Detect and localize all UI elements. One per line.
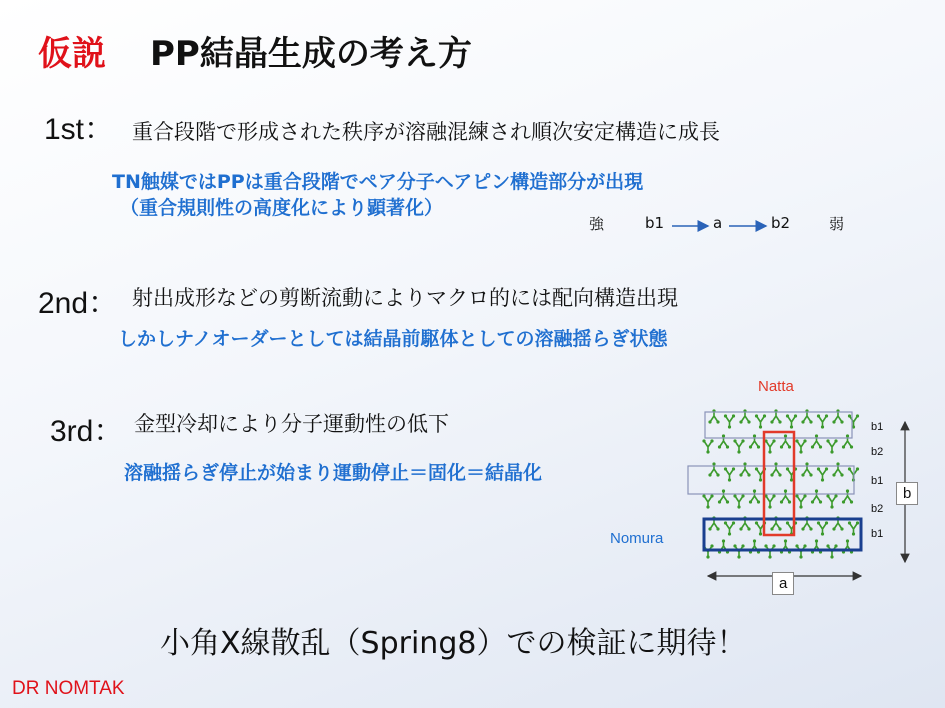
molecule-unit [724, 521, 735, 535]
molecule-unit [770, 462, 781, 476]
molecule-unit [718, 434, 729, 448]
axis-a-label: a [772, 572, 794, 595]
molecule-unit [739, 462, 750, 476]
page-title: PP結晶生成の考え方 [150, 34, 472, 74]
molecule-unit [702, 439, 713, 453]
molecule-unit [780, 489, 791, 503]
molecule-unit [817, 414, 828, 428]
step-3rd-text: 金型冷却により分子運動性の低下 [134, 412, 449, 436]
molecule-unit [755, 414, 766, 428]
molecule-unit [842, 489, 853, 503]
molecule-unit [749, 489, 760, 503]
molecule-unit [826, 439, 837, 453]
molecule-unit [724, 467, 735, 481]
molecule-unit [795, 439, 806, 453]
molecule-unit [817, 467, 828, 481]
nomura-label: Nomura [610, 530, 664, 547]
molecule-unit [811, 489, 822, 503]
label-strong: 強 [589, 215, 605, 233]
note-3rd: 溶融揺らぎ停止が始まり運動停止＝固化＝結晶化 [124, 462, 543, 484]
step-2nd-text: 射出成形などの剪断流動によりマクロ的には配向構造出現 [132, 286, 678, 310]
row-label-b1-3: b1 [871, 528, 884, 540]
molecule-unit [764, 439, 775, 453]
molecule-unit [817, 521, 828, 535]
step-3rd-label: 3rd： [50, 415, 124, 448]
title-hypothesis: 仮説 [38, 34, 106, 74]
molecule-unit [811, 434, 822, 448]
row-label-b2-1: b2 [871, 446, 884, 458]
molecule-unit [780, 434, 791, 448]
label-seq-b2: b2 [771, 214, 791, 232]
label-seq-b1: b1 [645, 214, 665, 232]
footer-author: DR NOMTAK [12, 678, 125, 699]
molecule-unit [724, 414, 735, 428]
molecule-unit [786, 467, 797, 481]
label-weak: 弱 [829, 215, 845, 233]
molecule-unit [826, 494, 837, 508]
molecule-unit [702, 494, 713, 508]
note-2nd: しかしナノオーダーとしては結晶前駆体としての溶融揺らぎ状態 [118, 328, 668, 350]
molecule-unit [749, 434, 760, 448]
note-1st-a: TN触媒ではPPは重合段階でペア分子ヘアピン構造部分が出現 [112, 171, 644, 193]
natta-label: Natta [758, 378, 794, 395]
step-1st-label: 1st： [44, 113, 115, 146]
molecule-unit [786, 521, 797, 535]
molecule-unit [708, 462, 719, 476]
step-1st-text: 重合段階で形成された秩序が溶融混練され順次安定構造に成長 [132, 120, 720, 144]
molecule-unit [832, 462, 843, 476]
molecule-unit [764, 494, 775, 508]
label-seq-a: a [713, 214, 723, 232]
molecule-unit [848, 414, 859, 428]
molecule-unit [801, 462, 812, 476]
molecule-unit [733, 439, 744, 453]
note-1st-b: （重合規則性の高度化により顕著化） [120, 197, 444, 219]
bottom-message: 小角X線散乱（Spring8）での検証に期待！ [160, 626, 747, 661]
molecule-unit [733, 494, 744, 508]
molecule-unit [786, 414, 797, 428]
step-2nd-label: 2nd： [38, 287, 119, 320]
row-label-b1-2: b1 [871, 475, 884, 487]
row-label-b2-2: b2 [871, 503, 884, 515]
molecule-unit [795, 494, 806, 508]
molecule-unit [848, 521, 859, 535]
molecule-unit [718, 489, 729, 503]
axis-b-label: b [896, 482, 918, 505]
row-label-b1-1: b1 [871, 421, 884, 433]
